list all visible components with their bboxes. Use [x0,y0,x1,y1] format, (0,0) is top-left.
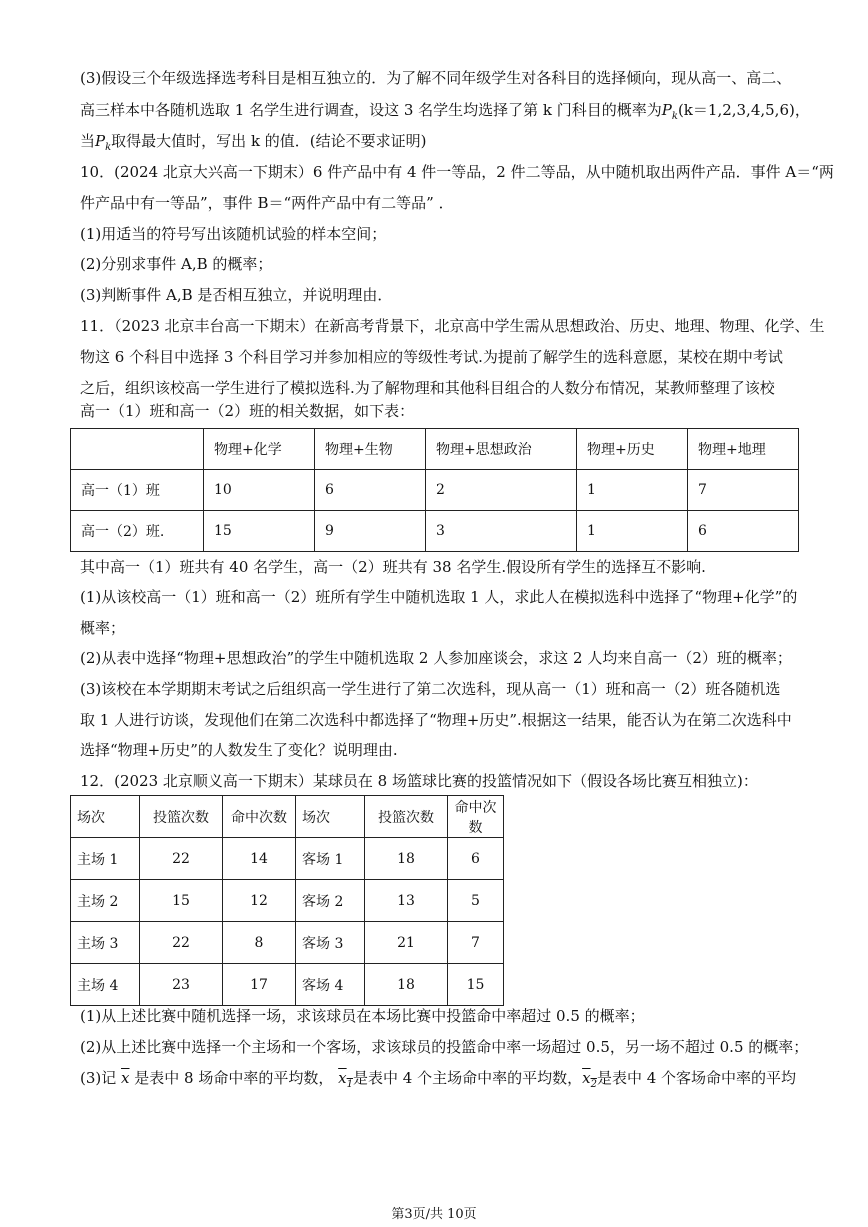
math-p: P [661,101,672,119]
table-cell: 22 [140,838,223,880]
table-cell: 15 [448,964,504,1006]
table-cell: 3 [426,511,577,552]
table-cell: 18 [365,964,448,1006]
math-x1-bar [338,1069,353,1090]
text: 是表中 4 个主场命中率的平均数， [353,1069,583,1087]
question-12-part-1: (1)从上述比赛中随机选择一场，求该球员在本场比赛中投篮命中率超过 0.5 的概率； [80,1007,645,1025]
question-10-part-2: (2)分别求事件 A,B 的概率； [80,255,273,273]
question-11-part-2: (2)从表中选择“物理+思想政治”的学生中随机选取 2 人参加座谈会，求这 2 人均来自高一（2）班的概率； [80,649,792,667]
text: (k＝1,2,3,4,5,6)， [677,101,810,119]
math-x2-bar [582,1069,597,1090]
question-10-part-3: (3)判断事件 A,B 是否相互独立，并说明理由． [80,286,393,304]
table-cell: 9 [315,511,426,552]
question-12-part-2: (2)从上述比赛中选择一个主场和一个客场，求该球员的投篮命中率一场超过 0.5，另一场不超过 0.5 的概率； [80,1038,809,1056]
table-header-row [71,796,504,838]
question-11-line-3: 之后，组织该校高一学生进行了模拟选科.为了解物理和其他科目组合的人数分布情况，某教师整理了该校 [80,379,775,397]
math-sub-k: k [105,142,112,153]
table-cell: 15 [140,880,223,922]
text: 高三样本中各随机选取 1 名学生进行调查，设这 3 名学生均选择了第 k 门科目的概率为 [80,101,662,119]
question-11-part-1-line-2: 概率； [80,619,126,637]
table-cell: 6 [448,838,504,880]
table-row [71,964,504,1006]
question-12-part-3 [80,1068,796,1095]
table-cell: 物理+地理 [688,429,799,470]
table-cell: 5 [448,880,504,922]
table-cell: 物理+化学 [204,429,315,470]
table-cell: 6 [688,511,799,552]
text: 是表中 8 场命中率的平均数， [134,1069,334,1087]
table-cell: 23 [140,964,223,1006]
text: 当 [80,132,96,150]
table-cell: 13 [365,880,448,922]
question-12-line-1: 12．(2023 北京顺义高一下期末）某球员在 8 场篮球比赛的投篮情况如下（假设各场比赛互相独立)： [80,772,758,790]
math-x: x [338,1069,347,1087]
table-cell: 7 [448,922,504,964]
table-cell: 15 [204,511,315,552]
table-cell: 命中次数 [448,796,504,838]
question-11-part-3-line-3: 选择“物理+历史”的人数发生了变化？说明理由. [80,741,398,759]
math-x-bar: $\overline{x}$ [121,1069,130,1087]
table-row [71,511,799,552]
table-cell: 客场 1 [296,838,365,880]
page-number: 第3页/共 10页 [391,1207,477,1222]
question-11-line-1: 11．（2023 北京丰台高一下期末）在新高考背景下，北京高中学生需从思想政治、历史、地理、物理、化学、生 [80,317,825,335]
math-sub-k: k [671,111,678,122]
table-cell: 物理+历史 [577,429,688,470]
table-cell: 场次 [296,796,365,838]
table-cell: 1 [577,470,688,511]
table-cell: 8 [223,922,296,964]
question-11-part-3-line-1: (3)该校在本学期期末考试之后组织高一学生进行了第二次选科，现从高一（1）班和高一（2）班各随机选 [80,680,781,698]
question-10-part-1: (1)用适当的符号写出该随机试验的样本空间； [80,225,387,243]
question-11-line-2: 物这 6 个科目中选择 3 个科目学习并参加相应的等级性考试.为提前了解学生的选科意愿，某校在期中考试 [80,348,783,366]
table-cell [71,429,204,470]
table-cell: 物理+思想政治 [426,429,577,470]
table-cell: 客场 3 [296,922,365,964]
shooting-stats-table [70,795,504,1006]
table-row [71,922,504,964]
question-9-part-3-line-3 [80,131,427,158]
math-sub-1: 1 [346,1079,353,1090]
table-cell: 客场 4 [296,964,365,1006]
table-cell: 14 [223,838,296,880]
table-header-row [71,429,799,470]
table-cell: 18 [365,838,448,880]
table-cell: 客场 2 [296,880,365,922]
question-11-part-1-line-1: (1)从该校高一（1）班和高一（2）班所有学生中随机选取 1 人，求此人在模拟选科中选择了“物理+化学”的 [80,588,798,606]
table-cell: 1 [577,511,688,552]
text: 取得最大值时，写出 k 的值．(结论不要求证明) [111,132,427,150]
text: 是表中 4 个客场命中率的平均 [596,1069,797,1087]
table-cell: 6 [315,470,426,511]
table-cell: 主场 1 [71,838,140,880]
table-cell: 17 [223,964,296,1006]
math-x: x [582,1069,591,1087]
table-cell: 物理+生物 [315,429,426,470]
table-cell: 22 [140,922,223,964]
question-10-line-2: 件产品中有一等品”，事件 B＝“两件产品中有二等品” ． [80,194,454,212]
table-cell: 主场 2 [71,880,140,922]
table-cell: 主场 4 [71,964,140,1006]
table-cell: 12 [223,880,296,922]
question-11-line-4: 高一（1）班和高一（2）班的相关数据，如下表： [80,402,415,420]
table-cell: 场次 [71,796,140,838]
table-cell: 高一（2）班. [71,511,204,552]
table-cell: 投篮次数 [365,796,448,838]
table-cell: 命中次数 [223,796,296,838]
table-cell: 10 [204,470,315,511]
table-cell: 高一（1）班 [71,470,204,511]
math-p: P [95,132,106,150]
table-row [71,838,504,880]
table-cell: 21 [365,922,448,964]
table-cell: 投篮次数 [140,796,223,838]
subject-choice-table [70,428,799,552]
table-cell: 主场 3 [71,922,140,964]
question-9-part-3-line-1: (3)假设三个年级选择选考科目是相互独立的．为了解不同年级学生对各科目的选择倾向，现从高一、高二、 [80,69,792,87]
table-cell: 2 [426,470,577,511]
table-row [71,470,799,511]
math-sub-2: 2 [590,1079,597,1090]
table-row [71,880,504,922]
question-11-part-3-line-2: 取 1 人进行访谈，发现他们在第二次选科中都选择了“物理+历史”.根据这一结果，能否认为在第二次选科中 [80,711,792,729]
question-11-line-5: 其中高一（1）班共有 40 名学生，高一（2）班共有 38 名学生.假设所有学生的选择互不影响. [80,558,706,576]
table-cell: 7 [688,470,799,511]
question-10-line-1: 10．(2024 北京大兴高一下期末）6 件产品中有 4 件一等品，2 件二等品，从中随机取出两件产品．事件 A＝“两 [80,163,834,181]
text: (3)记 [80,1069,117,1087]
question-9-part-3-line-2 [80,100,810,127]
